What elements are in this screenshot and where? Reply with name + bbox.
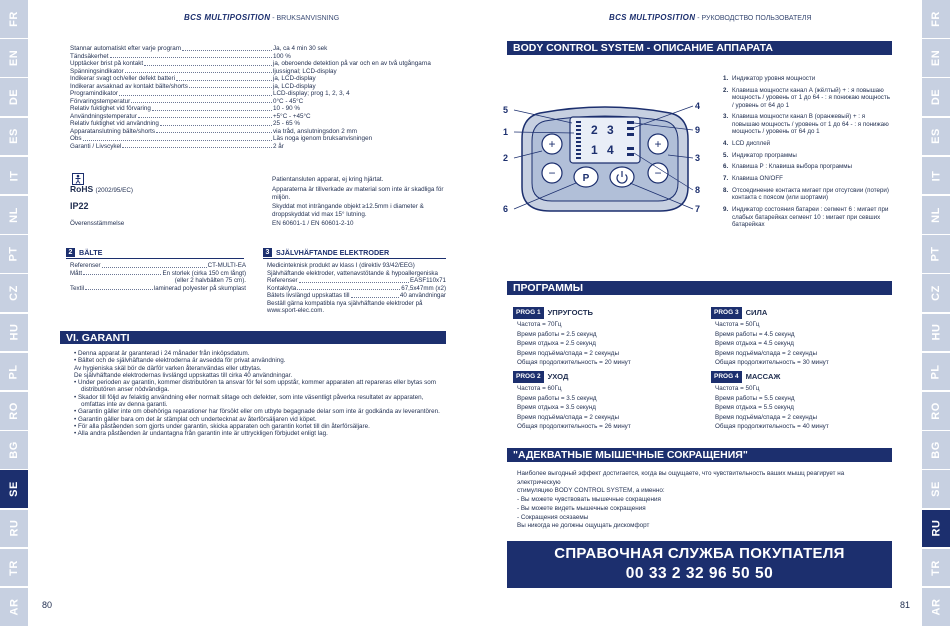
callout-4: 4 [695,101,701,111]
garanti-title-bar: VI. GARANTI [60,331,446,344]
callout-8: 8 [695,185,701,195]
spec-key-wrap [70,143,272,151]
spec-row [70,83,446,91]
program-tag: PROG 1 [513,307,544,319]
legend-number: 9. [723,206,729,213]
leader-dots [160,125,272,126]
spec-row [70,113,446,121]
spec-value: Ja, ca 4 min 30 sek [273,45,328,52]
spec-key: Indikerar svagt och/eller defekt batteri [70,75,176,82]
spec-key: Textil [70,284,85,292]
spec-key: Referenser [267,277,298,284]
page-number-left: 80 [42,600,53,610]
program-4 [711,372,829,432]
program-title [711,372,829,382]
garanti-item: Av hygieniska skäl bör de därför varken återanvändas eller utbytas. [74,364,262,372]
language-tab-ro[interactable] [0,392,28,430]
program-line: Время отдыха = 5.5 секунд [715,404,794,412]
program-line: Время работы = 3.5 секунд [517,394,597,402]
program-line: Время работы = 4.5 секунд [715,330,795,338]
program-line: Частота = 70Гц [517,321,562,328]
program-line: Время работы = 2.5 секунд [517,330,597,338]
language-tab-it[interactable] [0,157,28,195]
program-1 [513,308,631,368]
language-tab-label: EN [930,49,942,67]
spec-value: ja, LCD-display [273,82,316,90]
callout-3: 3 [695,153,701,163]
program-name: СИЛА [745,308,768,318]
spec-row [70,285,246,293]
language-tab-label: NL [7,206,20,223]
program-line: Время подъёма/спада = 2 секунды [517,413,619,421]
language-tab-se[interactable] [0,470,28,508]
spec-key: Garanti / Livscykel [70,142,122,150]
legend-item [723,175,893,183]
ip22-label: IP22 [70,201,89,211]
program-2 [513,372,631,432]
language-tab-label: ES [930,128,942,145]
legend-number: 8. [723,186,729,194]
language-tab-es[interactable] [922,118,950,156]
page-number-right: 81 [900,600,911,610]
program-line: Общая продолжительность = 30 минут [715,359,829,367]
language-tab-label: TR [929,559,942,576]
language-tab-fr[interactable] [922,0,950,38]
leader-dots [122,147,272,148]
language-tab-label: FR [7,10,20,27]
spec-row [267,285,446,293]
language-tab-label: IT [930,170,942,181]
language-tab-label: FR [929,10,942,27]
program-title [711,308,829,318]
callout-2: 2 [503,153,509,163]
contractions-text [517,470,887,531]
programs-title: ПРОГРАММЫ [507,281,892,295]
spec-key: Bätets livslängd uppskattas till [267,292,350,299]
leader-dots [138,117,272,118]
language-tab-ru[interactable] [922,510,950,548]
language-tab-label: PL [930,364,942,380]
spec-key-wrap [70,68,272,76]
spec-key: Spänningsindikator [70,67,124,75]
spec-value: +5°C - +45°C [273,112,311,120]
cert-text: Patientansluten apparat, ej kring hjärtat. [272,176,384,183]
language-tab-ro[interactable] [922,392,950,430]
legend-text: Отсоединение контакта мигает при отсутсвии (потери) контакта с поясом (или шортами) [732,186,889,202]
spec-key: Mått [70,269,83,277]
leader-dots [189,87,272,88]
program-tag: PROG 4 [711,371,742,383]
belt-line: (eller 2 halvbälten 75 cm). [174,277,246,284]
conformity-label: Överensstämmelse [70,220,125,227]
spec-value: 100 % [273,52,291,60]
spec-key-wrap [70,98,272,106]
callout-6: 6 [503,204,509,214]
spec-row [70,135,446,143]
spec-key-wrap [70,113,272,121]
spec-key: Kontaktyta [267,284,297,292]
svg-text:−: − [548,166,556,180]
legend-number: 1. [723,75,729,82]
leader-dots [176,80,272,81]
language-tab-label: CZ [7,285,20,301]
program-title [513,372,631,382]
legend-text: Клавиша ON/OFF [732,175,783,183]
legend-number: 4. [723,140,729,148]
language-tab-label: TR [7,559,20,576]
spec-value: ja, oberoende detektion på var och en av två utgångarna [273,60,431,67]
program-3 [711,308,829,368]
program-title [513,308,631,318]
leader-dots [351,297,399,298]
electrode-line: Beställ gärna kompatibla nya självhäftande elektroder på [267,299,423,307]
garanti-item: • Garantin gäller inte om obehöriga reparationer har försökt eller om utbyte begagnade delar som inte är godkända av leverantören. [74,408,440,416]
device-description-title: BODY CONTROL SYSTEM - ОПИСАНИЕ АППАРАТА [507,41,892,55]
language-tab-fr[interactable] [0,0,28,38]
lcd-digit-4: 4 [607,143,614,157]
spec-key-wrap [70,105,272,113]
language-tab-label: AR [929,598,942,616]
legend-number: 7. [723,175,729,183]
section-electrodes-title: 3 SJÄLVHÄFTANDE ELEKTRODER [263,247,446,259]
leader-dots [144,65,272,66]
spec-row [267,292,446,300]
rohs-label: RoHS (2002/95/EC) [70,184,133,194]
leader-dots [152,110,272,111]
language-tab-label: NL [929,206,942,223]
legend-text: Индикатор уровня мощности [732,75,816,82]
program-line: Время подъёма/спада = 2 секунды [715,413,817,421]
language-tab-label: HU [929,323,942,341]
spec-value: LCD-display; prog 1, 2, 3, 4 [273,90,350,97]
language-tab-label: ES [8,128,20,145]
customer-service-box [507,541,892,588]
spec-key-wrap [70,90,272,98]
language-tab-label: RU [7,519,20,537]
language-tab-label: BG [8,441,20,459]
leader-dots [125,72,272,73]
paragraph-line: - Сокращения осязаемы [517,513,589,521]
language-tab-hu[interactable] [922,314,950,352]
language-tabs-right [922,0,950,621]
legend-item [723,140,893,148]
language-tab-en[interactable] [0,39,28,77]
spec-key: Programindikator [70,90,118,97]
legend-item [723,87,893,110]
certifications [70,176,446,232]
program-line: Время подъёма/спада = 2 секунды [517,349,619,357]
spec-row [70,262,246,270]
electrode-line: www.sport-elec.com. [267,307,325,314]
legend-item [723,152,893,160]
program-line: Время отдыха = 4.5 секунд [715,340,794,348]
spec-value: 40 användningar [399,292,446,299]
garanti-item: • Skador till följd av felaktig användning eller normalt slitage och defekter, som inte väsentligt påverka resultatet av apparaten, omfattas inte av denna garanti. [74,393,424,409]
language-tab-pt[interactable] [922,235,950,273]
language-tab-nl[interactable] [922,196,950,234]
customer-service-phone: 00 33 2 32 96 50 50 [625,565,774,582]
language-tab-hu[interactable] [0,314,28,352]
spec-key-wrap [70,128,272,136]
language-tab-de[interactable] [0,78,28,116]
spec-row [70,128,446,136]
paragraph-line: - Вы можете видеть мышечные сокращения [517,504,646,512]
spec-key: Relativ fuktighet vid användning [70,120,159,127]
language-tab-tr[interactable] [0,549,28,587]
language-tab-bg[interactable] [0,431,28,469]
language-tab-label: DE [930,89,942,106]
language-tab-label: IT [8,170,20,181]
electrode-line: Självhäftande elektroder, vattenavstötande & hypoallergeniska [267,269,438,277]
language-tab-ru[interactable] [0,510,28,548]
spec-row [267,277,446,285]
contractions-title: "АДЕКВАТНЫЕ МЫШЕЧНЫЕ СОКРАЩЕНИЯ" [507,448,892,462]
program-name: УПРУГОСТЬ [547,308,593,318]
leader-dots [110,57,272,58]
spec-value: 0°C - 45°C [273,97,304,105]
spec-row [70,143,446,151]
language-tab-nl[interactable] [0,196,28,234]
language-tab-label: SE [8,481,20,497]
legend-number: 3. [723,113,729,121]
spec-key-wrap [70,135,272,143]
legend-number: 5. [723,151,729,159]
language-tab-label: HU [7,323,20,341]
leader-dots [131,102,272,103]
spec-key: Referenser [70,262,101,269]
garanti-item: • Alla andra påståenden är undantagna från garantin inte är uttryckligen förbjudet enligt lag. [74,430,328,438]
spec-value: via tråd, anslutningsdon 2 mm [273,127,358,135]
language-tab-label: DE [8,89,20,106]
spec-key-wrap [70,60,272,68]
language-tab-cz[interactable] [0,274,28,312]
legend-item [723,75,893,83]
program-name: МАССАЖ [745,372,781,382]
spec-key-wrap [70,120,272,128]
spec-value: CT-MULTI-EA [207,262,246,269]
lcd-digit-1: 1 [591,143,598,157]
spec-value: 25 - 65 % [273,120,300,127]
legend-item [723,206,893,229]
program-tag: PROG 2 [513,371,544,383]
language-tab-label: AR [7,598,20,616]
callout-7: 7 [695,204,701,214]
electrodes-specs [267,262,446,315]
legend-number: 2. [723,86,729,94]
callout-1: 1 [503,127,509,137]
language-tab-ar[interactable] [0,588,28,626]
leader-dots [83,274,161,275]
spec-value: En storlek (cirka 150 cm långt) [162,269,246,277]
garanti-list [74,350,446,438]
language-tab-se[interactable] [922,470,950,508]
spec-key-wrap [70,83,272,91]
leader-dots [119,95,272,96]
legend-item [723,113,893,136]
legend-item [723,163,893,171]
spec-key: Indikerar avsaknad av kontakt bälte/shorts [70,82,188,90]
language-tab-ar[interactable] [922,588,950,626]
leader-dots [182,50,272,51]
legend-item [723,187,893,202]
section-belt-title: 2 BÄLTE [66,247,244,259]
spec-key-wrap [70,53,272,61]
device-diagram [500,95,710,220]
legend-text: Клавиша Р : Клавиша выбора программы [732,163,852,171]
language-tab-label: PT [8,246,20,262]
spec-key-wrap [70,45,272,53]
garanti-item: • För alla påståenden som gjorts under garantin, skicka apparaten och garantin kortet till din återförsäljare. [74,422,370,430]
right-page-header: BCS MULTIPOSITION - РУКОВОДСТВО ПОЛЬЗОВАТЕЛЯ [609,13,812,22]
language-tab-label: EN [8,49,20,67]
language-tab-label: BG [930,441,942,459]
program-line: Частота = 50Гц [715,385,760,392]
language-tab-it[interactable] [922,157,950,195]
leader-dots [102,267,207,268]
program-line: Частота = 50Гц [715,321,760,328]
leader-dots [156,132,272,133]
electrode-line: Medicinteknisk produkt av klass I (direktiv 93/42/EEG) [267,262,415,269]
language-tab-tr[interactable] [922,549,950,587]
spec-key: Stannar automatiskt efter varje program [70,45,181,52]
left-page-header: BCS MULTIPOSITION - BRUKSANVISNING [184,13,340,22]
cert-text: Apparaterna är tillverkade av material som inte är skadliga för miljön. [272,186,444,201]
garanti-item: • Under perioden av garantin, kommer distributören ta ansvar för fel som uppstår, kommer apparaten att repareras eller bytas som distributören anser nödvändiga. [74,379,436,394]
spec-key: Upptäcker brist på kontakt [70,60,144,67]
language-tab-cz[interactable] [922,274,950,312]
legend-text: LCD дисплей [732,140,771,148]
spec-key: Tändsäkerhet [70,52,109,60]
language-tab-label: CZ [929,285,942,301]
spec-value: 67,5x47mm (x2) [401,284,446,292]
spec-value: 2 år [273,142,284,150]
program-line: Время отдыха = 2.5 секунд [517,340,596,348]
svg-text:P: P [582,173,590,184]
language-tab-de[interactable] [922,78,950,116]
leader-dots [83,140,272,141]
spec-key: Apparatanslutning bälte/shorts [70,127,156,135]
language-tab-bg[interactable] [922,431,950,469]
spec-row [70,270,246,278]
spec-row [70,60,446,68]
spec-value: 10 - 90 % [273,105,300,112]
language-tab-pl[interactable] [922,353,950,391]
leader-dots [297,289,400,290]
legend-text: Клавиша мощности канал В (оранжевый) + : я повышаю мощность / уровень от 1 до 64 - : я понижаю мощность / уровень от 64 до 1 [732,113,889,136]
program-line: Частота = 60Гц [517,385,562,392]
cert-text: EN 60601-1 / EN 60601-2-10 [272,220,354,227]
paragraph-line: - Вы можете чувствовать мышечные сокращения [517,496,661,504]
spec-row [70,53,446,61]
spec-value: ljussignal; LCD-display [273,67,337,75]
garanti-item: • Bältet och de självhäftande elektroderna är avsedda för privat användning. [74,357,286,365]
spec-value: laminerad polyester på skumplast [153,284,246,292]
spec-row [70,120,446,128]
svg-text:−: − [654,166,662,180]
legend-text: Индикатор состояния батареи : сегмент 6 : мигает при слабых батарейках сегмент 10 : мигает при севших батарейках [732,206,889,228]
garanti-item: • Denna apparat är garanterad i 24 månader från inköpsdatum. [74,350,250,357]
spec-row [70,98,446,106]
spec-key: Relativ fuktighet vid förvaring [70,105,151,112]
lcd-digit-2: 2 [591,123,598,137]
spec-row [70,45,446,53]
spec-value: Läs noga igenom bruksanvisningen [273,135,373,142]
lcd-digit-3: 3 [607,123,614,137]
program-tag: PROG 3 [711,307,742,319]
legend-text: Клавиша мощности канал А (жёлтый) + : я повышаю мощность / уровень от 1 до 64 - : я понижаю мощность / уровень от 64 до 1 [732,86,890,109]
belt-specs [70,262,246,292]
spec-row [70,105,446,113]
language-tab-es[interactable] [0,118,28,156]
cert-text: Skyddat mot inträngande objekt ≥12.5mm i diameter & droppskyddat vid max 15° lutning. [272,203,424,218]
callout-9: 9 [695,125,701,135]
technical-specs-list [70,45,446,150]
language-tab-label: RU [929,519,942,537]
paragraph-line: стимуляцию BODY CONTROL SYSTEM, а именно: [517,487,665,495]
spec-row [70,68,446,76]
svg-text:+: + [654,137,662,151]
spec-row [70,90,446,98]
program-line: Общая продолжительность = 20 минут [517,359,631,367]
spec-key-wrap [70,75,272,83]
program-line: Время работы = 5.5 секунд [715,394,795,402]
spec-key: Obs [70,135,82,142]
legend-number: 6. [723,163,729,171]
language-tab-label: PL [8,364,20,380]
legend-text: Индикатор программы [732,151,797,159]
garanti-item: De självhäftande elektrodernas livslängd uppskattas till cirka 40 användningar. [74,371,293,379]
program-line: Общая продолжительность = 40 минут [715,423,829,431]
leader-dots [85,289,153,290]
customer-service-title: СПРАВОЧНАЯ СЛУЖБА ПОКУПАТЕЛЯ [554,545,845,562]
language-tab-pl[interactable] [0,353,28,391]
garanti-item: • Garantin gäller bara om det är stämplat och undertecknat av återförsäljaren vid köpet. [74,415,317,423]
paragraph-line: Наиболее выгодный эффект достигается, когда вы ощущаете, что чувствительность ваших мышц реагирует на электрическую [517,470,845,486]
program-line: Время подъёма/спада = 2 секунды [715,349,817,357]
language-tab-pt[interactable] [0,235,28,273]
callout-5: 5 [503,105,509,115]
spec-key: Användningstemperatur [70,112,137,120]
spec-key: Förvaringstemperatur [70,97,131,105]
language-tabs-left [0,0,28,621]
spec-value: EASF110x71 [409,277,446,284]
spec-row [70,75,446,83]
device-legend [723,75,893,233]
program-line: Общая продолжительность = 26 минут [517,423,631,431]
language-tab-label: RO [8,402,20,420]
svg-text:+: + [548,137,556,151]
language-tab-en[interactable] [922,39,950,77]
spec-value: ja, LCD-display [273,75,316,82]
language-tab-label: RO [930,402,942,420]
paragraph-line: Вы никогда не должны ощущать дискомфорт [517,522,650,530]
language-tab-label: PT [930,246,942,262]
program-name: УХОД [547,372,569,382]
leader-dots [299,282,409,283]
program-line: Время отдыха = 3.5 секунд [517,404,596,412]
language-tab-label: SE [930,481,942,497]
